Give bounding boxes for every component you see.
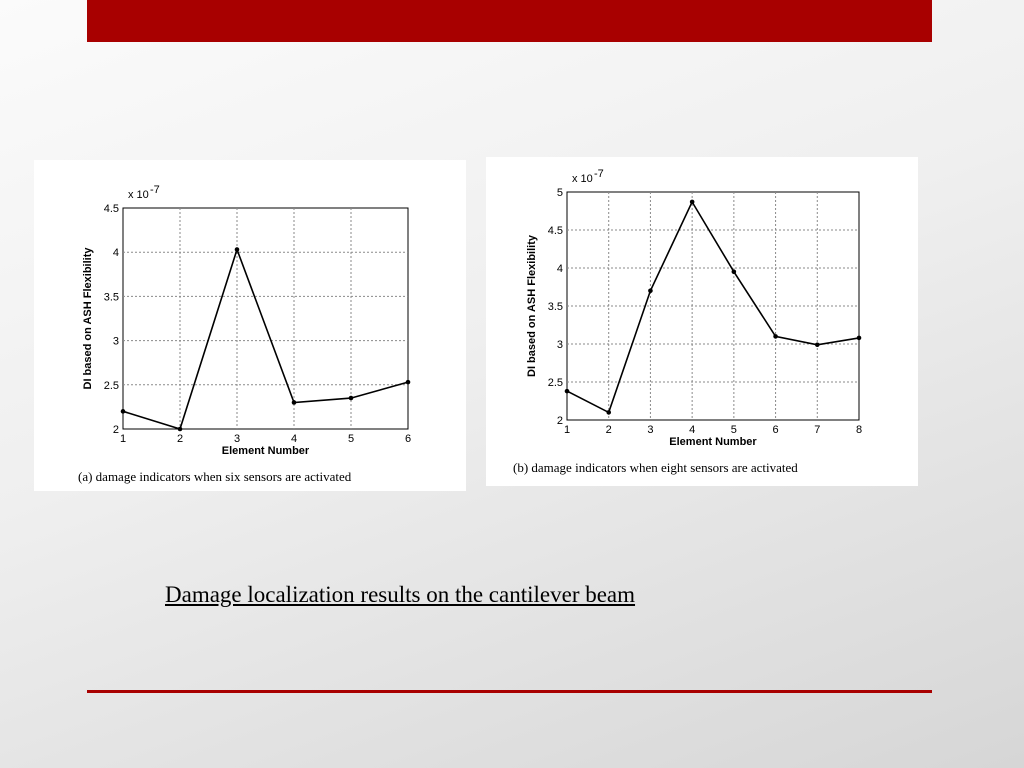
y-tick-label: 3.5 [547,301,563,313]
y-exponent-power: -7 [150,184,160,196]
header-accent-bar [87,0,932,42]
y-tick-label: 4 [112,247,119,260]
plot-area [123,208,408,429]
x-axis-label: Element Number [669,436,757,448]
x-tick-label: 3 [233,433,241,445]
y-tick-label: 3 [112,335,119,348]
data-point [648,289,653,294]
y-axis-label: DI based on ASH Flexibility [526,234,538,378]
data-point [178,427,183,432]
chart-subcaption: (b) damage indicators when eight sensors are activated [513,460,798,475]
y-tick-label: 4 [556,263,563,275]
y-tick-label: 5 [556,187,563,199]
x-tick-label: 6 [404,433,412,445]
chart-subcaption: (a) damage indicators when six sensors are activated [78,469,352,484]
slide-caption: Damage localization results on the cantilever beam [165,582,636,607]
data-point [690,200,695,205]
x-tick-label: 4 [689,424,696,436]
data-point [292,400,297,405]
x-tick-label: 7 [814,424,821,436]
y-tick-label: 3 [556,339,563,351]
data-point [565,389,570,394]
data-point [857,336,862,341]
y-exponent-label: x 10 [572,173,593,185]
x-tick-label: 3 [647,424,654,436]
y-tick-label: 2.5 [547,377,563,389]
y-tick-label: 2 [112,424,119,436]
x-tick-label: 2 [605,424,612,436]
y-tick-label: 2.5 [103,379,119,392]
y-axis-label: DI based on ASH Flexibility [82,247,94,390]
data-point [349,396,354,401]
x-tick-label: 4 [290,433,298,445]
data-point [406,380,411,385]
x-tick-label: 1 [563,424,571,436]
y-exponent-power: -7 [594,168,604,180]
y-tick-label: 3.5 [103,291,119,304]
chart-b [486,157,918,486]
y-tick-label: 2 [556,415,563,427]
data-point [606,410,611,415]
data-point [773,334,778,339]
data-point [815,342,820,347]
chart-panel-b [486,157,918,486]
y-tick-label: 4.5 [547,225,563,237]
chart-panel-a [34,160,466,491]
x-tick-label: 2 [176,433,184,445]
data-point [121,409,126,414]
y-exponent-label: x 10 [128,189,149,201]
x-tick-label: 6 [772,424,779,436]
x-tick-label: 5 [730,424,737,436]
data-point [235,247,240,252]
footer-accent-line [87,690,932,693]
y-tick-label: 4.5 [103,203,119,215]
chart-a [34,160,466,491]
x-tick-label: 8 [855,424,863,436]
x-tick-label: 1 [119,433,127,445]
x-axis-label: Element Number [221,445,310,457]
data-point [732,270,737,275]
x-tick-label: 5 [347,433,355,445]
